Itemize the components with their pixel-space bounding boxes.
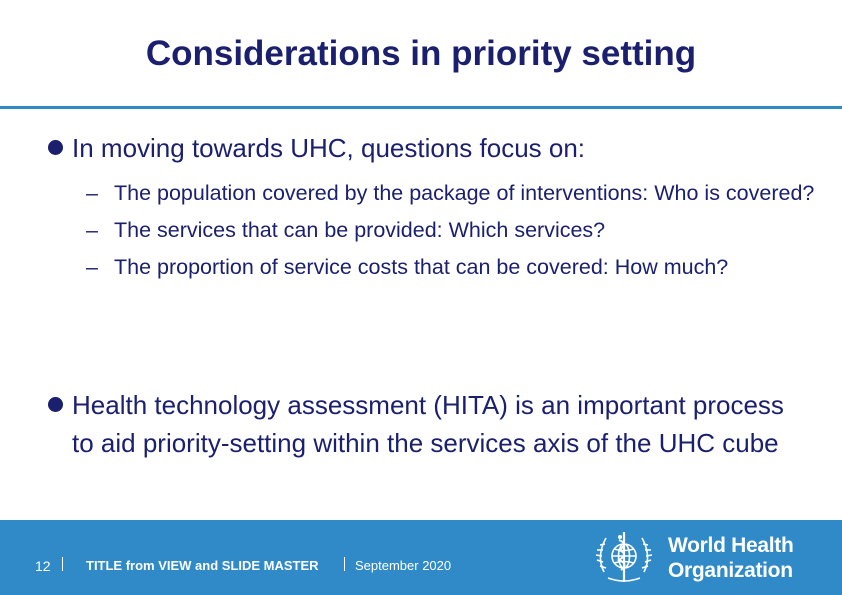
bullet-dot-icon <box>48 397 63 412</box>
bullet-dot-icon <box>48 140 63 155</box>
bullet-item <box>48 130 828 166</box>
sub-bullet-text: The population covered by the package of interventions: Who is covered? <box>114 181 815 205</box>
sub-bullet-item <box>86 249 826 286</box>
dash-icon: – <box>86 218 98 242</box>
dash-icon: – <box>86 255 98 279</box>
sub-bullet-item <box>86 175 826 212</box>
who-emblem-icon <box>592 526 656 590</box>
footer-title: TITLE from VIEW and SLIDE MASTER <box>86 558 319 573</box>
bullet-text: In moving towards UHC, questions focus on: <box>72 133 586 163</box>
sub-bullet-text: The services that can be provided: Which services? <box>114 218 606 242</box>
who-logo-text <box>668 533 794 583</box>
sub-bullet-text: The proportion of service costs that can be covered: How much? <box>114 255 729 279</box>
footer-separator <box>344 557 345 571</box>
bullet-item <box>48 386 808 462</box>
sub-bullet-list <box>86 175 826 286</box>
bullet-text: Health technology assessment (HITA) is an important process to aid priority-setting within the services axis of the UHC cube <box>72 390 784 458</box>
page-number: 12 <box>35 558 51 574</box>
dash-icon: – <box>86 181 98 205</box>
footer-bar <box>0 520 842 595</box>
title-divider <box>0 106 842 109</box>
slide-title: Considerations in priority setting <box>145 34 697 73</box>
footer-separator <box>62 557 63 571</box>
sub-bullet-item <box>86 212 826 249</box>
footer-date: September 2020 <box>355 558 452 573</box>
who-logo-line: World Health <box>668 534 794 557</box>
who-logo-line: Organization <box>668 559 793 582</box>
